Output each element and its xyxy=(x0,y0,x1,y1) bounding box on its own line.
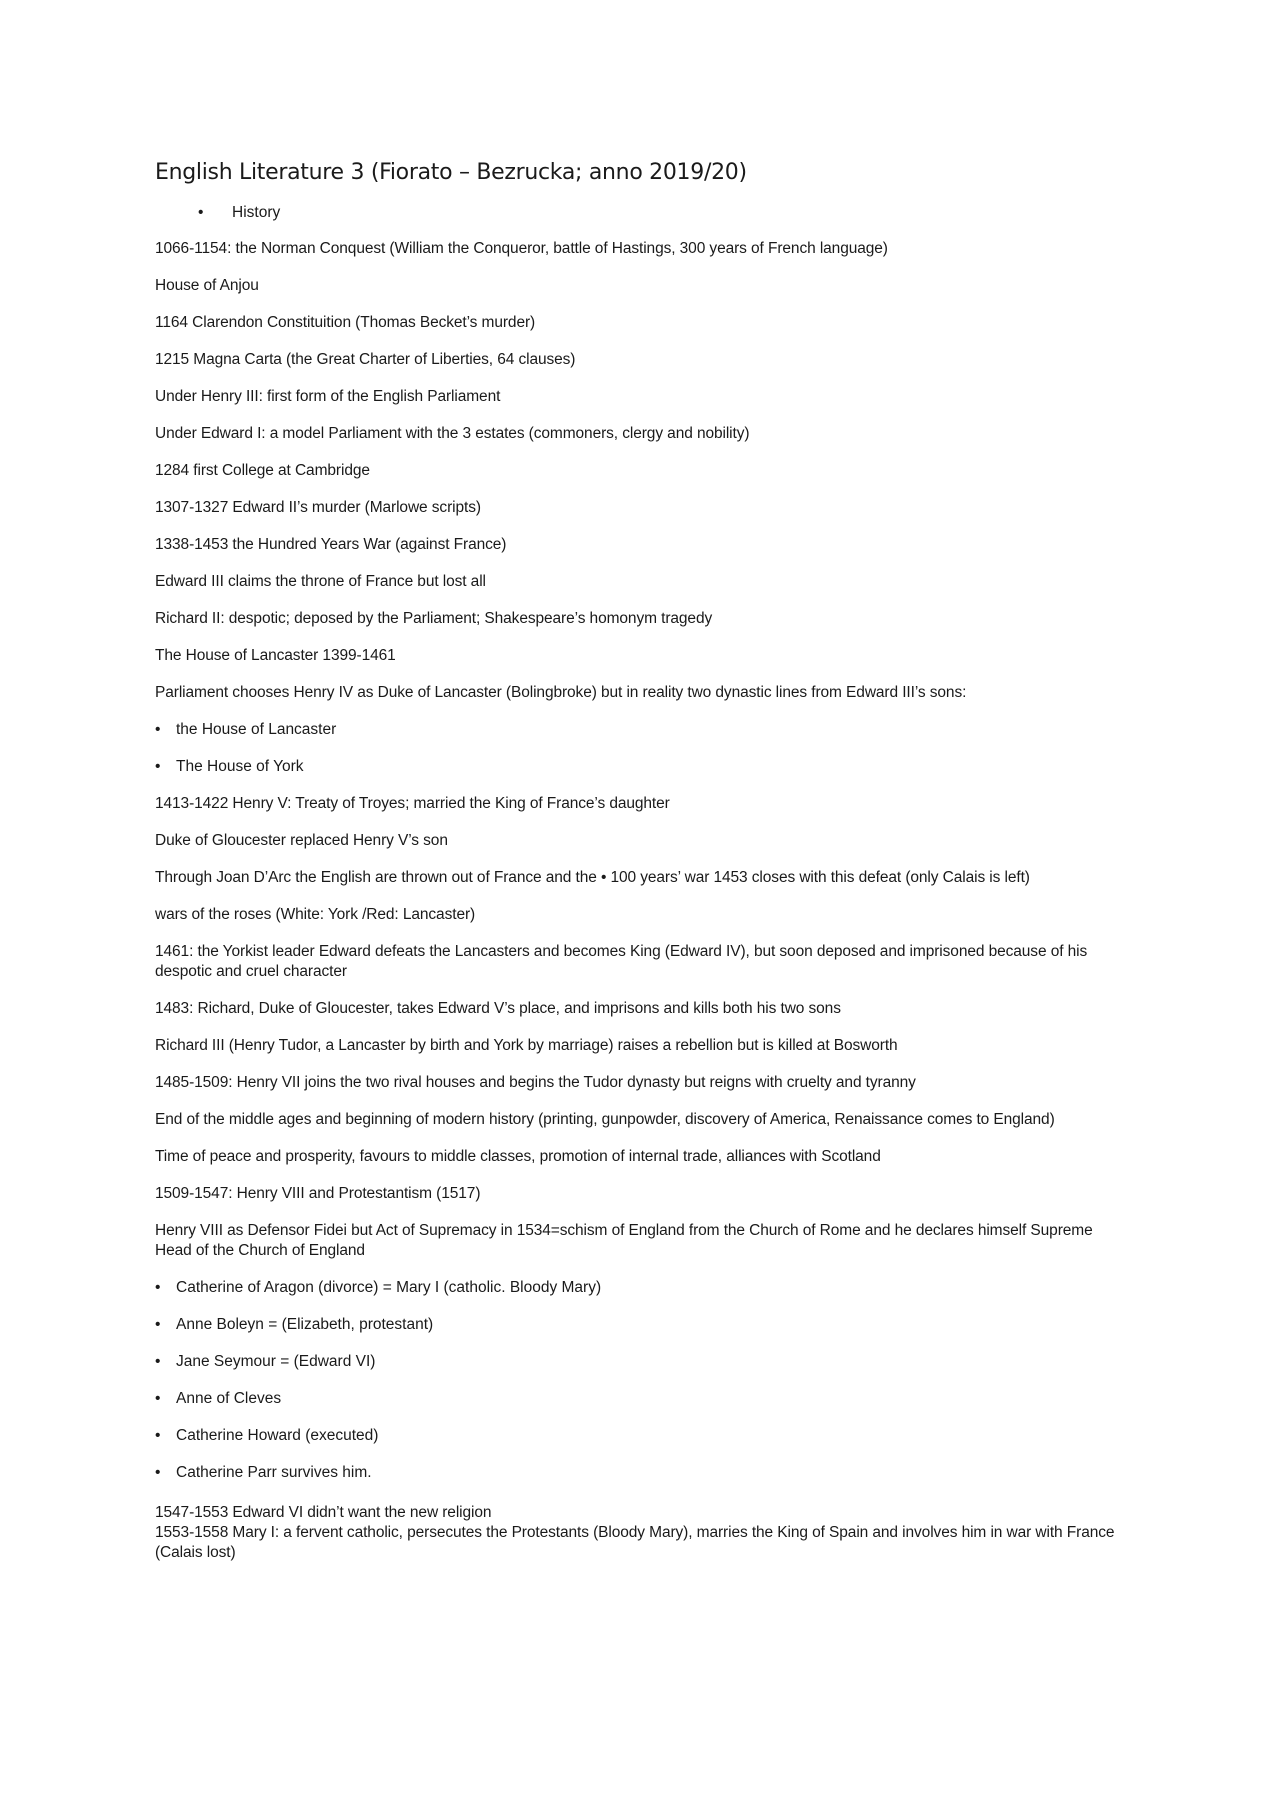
list-item xyxy=(155,720,1115,740)
paragraph: Through Joan D’Arc the English are thrown out of France and the • 100 years’ war 1453 closes with this defeat (only Calais is left) xyxy=(155,869,1030,886)
bullet-icon: • xyxy=(155,1279,161,1296)
list-item-text: the House of Lancaster xyxy=(176,721,337,738)
paragraph: 1553-1558 Mary I: a fervent catholic, persecutes the Protestants (Bloody Mary), marries the King of Spain and involves him in war with France (Calais lost) xyxy=(155,1524,1115,1561)
list-item xyxy=(155,1426,1115,1446)
document-body xyxy=(155,158,1115,1563)
bullet-icon: • xyxy=(198,204,204,221)
bullet-icon: • xyxy=(155,1390,161,1407)
paragraph: 1284 first College at Cambridge xyxy=(155,462,370,479)
list-item-text: Jane Seymour = (Edward VI) xyxy=(176,1353,376,1370)
paragraph: 1509-1547: Henry VIII and Protestantism (1517) xyxy=(155,1185,481,1202)
paragraph: 1338-1453 the Hundred Years War (against France) xyxy=(155,536,507,553)
paragraph: Parliament chooses Henry IV as Duke of Lancaster (Bolingbroke) but in reality two dynastic lines from Edward III’s sons: xyxy=(155,684,967,701)
paragraph: Time of peace and prosperity, favours to middle classes, promotion of internal trade, alliances with Scotland xyxy=(155,1148,881,1165)
list-item xyxy=(155,757,1115,777)
section-label: History xyxy=(232,204,281,221)
list-item-text: Catherine of Aragon (divorce) = Mary I (catholic. Bloody Mary) xyxy=(176,1279,602,1296)
paragraph: 1485-1509: Henry VII joins the two rival houses and begins the Tudor dynasty but reigns with cruelty and tyranny xyxy=(155,1074,916,1091)
paragraph: 1483: Richard, Duke of Gloucester, takes Edward V’s place, and imprisons and kills both his two sons xyxy=(155,1000,841,1017)
paragraph: wars of the roses (White: York /Red: Lancaster) xyxy=(155,906,476,923)
paragraph: 1413-1422 Henry V: Treaty of Troyes; married the King of France’s daughter xyxy=(155,795,670,812)
paragraph: Edward III claims the throne of France but lost all xyxy=(155,573,486,590)
list-item xyxy=(155,1315,1115,1335)
paragraph: Under Edward I: a model Parliament with the 3 estates (commoners, clergy and nobility) xyxy=(155,425,750,442)
bullet-icon: • xyxy=(155,721,161,738)
bullet-icon: • xyxy=(155,1353,161,1370)
list-item-text: Catherine Howard (executed) xyxy=(176,1427,379,1444)
paragraph: 1461: the Yorkist leader Edward defeats the Lancasters and becomes King (Edward IV), but soon deposed and imprisoned because of his despotic and cruel character xyxy=(155,943,1088,980)
paragraph: End of the middle ages and beginning of modern history (printing, gunpowder, discovery of America, Renaissance comes to England) xyxy=(155,1111,1055,1128)
paragraph: House of Anjou xyxy=(155,277,259,294)
list-item-text: Anne Boleyn = (Elizabeth, protestant) xyxy=(176,1316,434,1333)
paragraph: 1547-1553 Edward VI didn’t want the new religion xyxy=(155,1504,492,1521)
list-item xyxy=(155,1463,1115,1483)
list-item-text: The House of York xyxy=(176,758,304,775)
paragraph: The House of Lancaster 1399-1461 xyxy=(155,647,396,664)
bullet-icon: • xyxy=(155,1427,161,1444)
list-item xyxy=(155,1278,1115,1298)
bullet-icon: • xyxy=(155,1464,161,1481)
document-title: English Literature 3 (Fiorato – Bezrucka; anno 2019/20) xyxy=(155,160,747,185)
list-item xyxy=(155,1389,1115,1409)
paragraph: Richard III (Henry Tudor, a Lancaster by birth and York by marriage) raises a rebellion but is killed at Bosworth xyxy=(155,1037,898,1054)
list-item xyxy=(155,1352,1115,1372)
paragraph: 1307-1327 Edward II’s murder (Marlowe scripts) xyxy=(155,499,481,516)
paragraph: Richard II: despotic; deposed by the Parliament; Shakespeare’s homonym tragedy xyxy=(155,610,713,627)
paragraph: Henry VIII as Defensor Fidei but Act of Supremacy in 1534=schism of England from the Church of Rome and he declares himself Supreme Head of the Church of England xyxy=(155,1222,1093,1259)
bullet-icon: • xyxy=(155,1316,161,1333)
list-item-text: Catherine Parr survives him. xyxy=(176,1464,372,1481)
section-heading-history xyxy=(155,202,1115,224)
list-item-text: Anne of Cleves xyxy=(176,1390,282,1407)
paragraph: 1066-1154: the Norman Conquest (William the Conqueror, battle of Hastings, 300 years of French language) xyxy=(155,240,888,257)
paragraph: Duke of Gloucester replaced Henry V’s son xyxy=(155,832,448,849)
paragraph: Under Henry III: first form of the English Parliament xyxy=(155,388,501,405)
paragraph: 1215 Magna Carta (the Great Charter of Liberties, 64 clauses) xyxy=(155,351,576,368)
bullet-icon: • xyxy=(155,758,161,775)
paragraph: 1164 Clarendon Constituition (Thomas Becket’s murder) xyxy=(155,314,536,331)
